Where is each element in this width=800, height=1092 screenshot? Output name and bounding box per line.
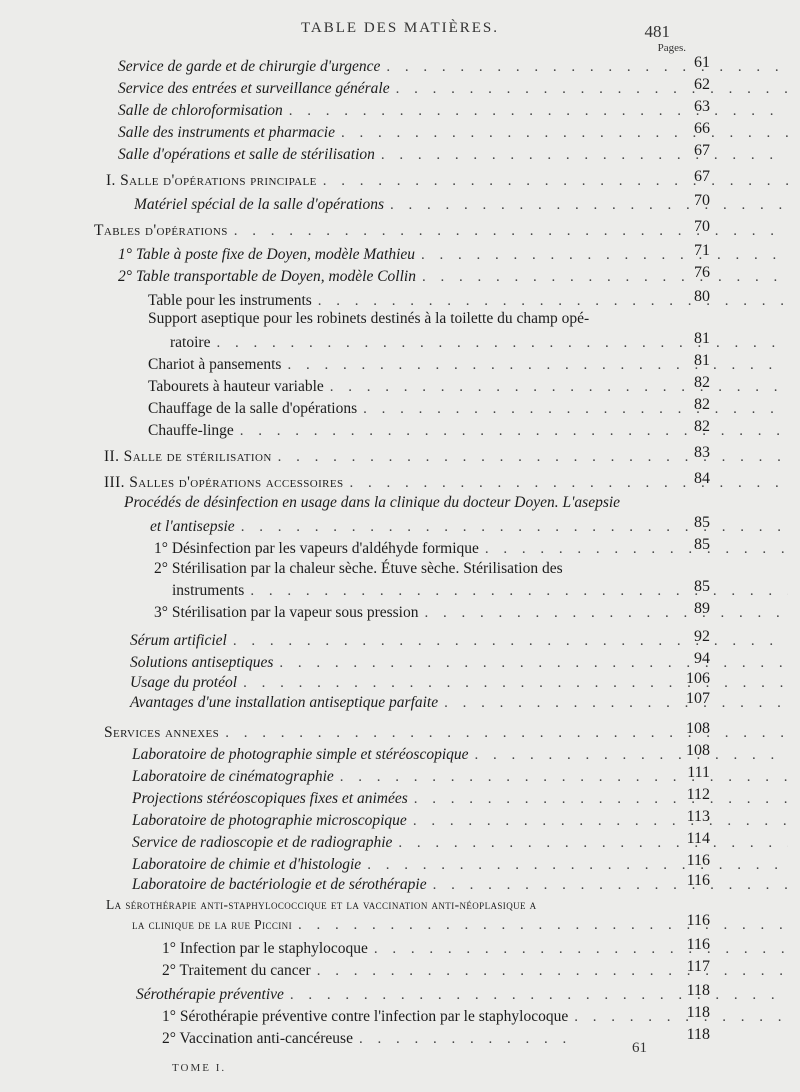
toc-entry xyxy=(0,242,800,264)
toc-entry-page: 112 xyxy=(686,786,710,803)
toc-section-heading: La sérothérapie anti-staphylococcique et la vaccination anti-néoplasique a xyxy=(106,897,537,912)
toc-entry xyxy=(0,1026,800,1048)
toc-entry-page: 85 xyxy=(694,578,710,595)
toc-entry-page: 111 xyxy=(687,764,710,781)
toc-entry-page: 63 xyxy=(694,98,710,115)
toc-entry xyxy=(0,352,800,374)
toc-entry xyxy=(0,650,800,672)
toc-entry xyxy=(0,1004,800,1026)
toc-entry-page: 85 xyxy=(694,514,710,531)
toc-entry-page: 117 xyxy=(686,958,710,975)
toc-entry-title: Solutions antiseptiques xyxy=(130,654,274,671)
toc-entry xyxy=(0,330,800,352)
toc-entry-page: 89 xyxy=(694,600,710,617)
toc-entry xyxy=(0,578,800,600)
toc-entry-title: Laboratoire de chimie et d'histologie xyxy=(132,856,362,873)
volume-label: TOME I. xyxy=(172,1062,227,1074)
toc-entry-page: 107 xyxy=(686,690,710,707)
toc-entry-title: instruments xyxy=(172,582,245,599)
toc-entry-page: 71 xyxy=(694,242,710,259)
toc-section-heading xyxy=(0,720,800,742)
toc-entry-title: III. Salles d'opérations accessoires xyxy=(104,474,344,491)
toc-section-heading xyxy=(0,444,800,466)
toc-entry-title: Salle d'opérations et salle de stérilisation xyxy=(118,146,375,163)
toc-entry xyxy=(0,98,800,120)
toc-entry-page: 116 xyxy=(686,872,710,889)
toc-entry-title: Support aseptique pour les robinets destinés à la toilette du champ opé- xyxy=(148,310,590,327)
toc-entry-title: Procédés de désinfection en usage dans la clinique du docteur Doyen. L'asepsie xyxy=(124,494,621,511)
toc-entry-title: 1° Sérothérapie préventive contre l'infection par le staphylocoque xyxy=(162,1008,569,1025)
toc-entry-title: et l'antisepsie xyxy=(150,518,235,535)
toc-entry xyxy=(0,808,800,830)
toc-entry-title: Service de radioscopie et de radiographie xyxy=(132,834,393,851)
toc-entry-page: 92 xyxy=(694,628,710,645)
toc-entry-page: 80 xyxy=(694,288,710,305)
toc-entry-page: 116 xyxy=(686,852,710,869)
toc-entry xyxy=(0,830,800,852)
toc-entry-page: 61 xyxy=(694,54,710,71)
toc-entry-title: Service des entrées et surveillance générale xyxy=(118,80,390,97)
toc-entry-title: Laboratoire de photographie simple et stéréoscopique xyxy=(132,746,469,763)
toc-entry-title: Projections stéréoscopiques fixes et animées xyxy=(132,790,408,807)
toc-entry xyxy=(0,600,800,622)
toc-entry-title: Avantages d'une installation antiseptique parfaite xyxy=(130,694,439,711)
toc-entry-page: 118 xyxy=(686,982,710,999)
toc-entry xyxy=(0,872,800,894)
toc-section-heading xyxy=(0,470,800,492)
toc-entry-title: Usage du protéol xyxy=(130,674,238,691)
toc-entry-title: 2° Traitement du cancer xyxy=(162,962,311,979)
toc-entry-page: 62 xyxy=(694,76,710,93)
toc-entry xyxy=(0,76,800,98)
toc-section-heading xyxy=(0,218,800,240)
toc-entry-title: Laboratoire de cinématographie xyxy=(132,768,334,785)
toc-entry-page: 118 xyxy=(686,1004,710,1021)
toc-entry-title: 2° Table transportable de Doyen, modèle Collin xyxy=(118,268,416,285)
toc-entry-title: Salle de chloroformisation xyxy=(118,102,283,119)
toc-entry xyxy=(0,142,800,164)
toc-entry-page: 83 xyxy=(694,444,710,461)
toc-entry-title: Chauffage de la salle d'opérations xyxy=(148,400,358,417)
toc-entry-title: Laboratoire de bactériologie et de sérothérapie xyxy=(132,876,427,893)
toc-entry xyxy=(0,264,800,286)
toc-entry-title: Sérum artificiel xyxy=(130,632,227,649)
toc-entry xyxy=(0,536,800,558)
toc-entry-page: 70 xyxy=(694,218,710,235)
toc-entry-page: 81 xyxy=(694,330,710,347)
toc-entry-title: Chauffe-linge xyxy=(148,422,234,439)
toc-entry xyxy=(0,514,800,536)
toc-entry-title: 1° Désinfection par les vapeurs d'aldéhyde formique xyxy=(154,540,479,557)
toc-entry-title: Chariot à pansements xyxy=(148,356,282,373)
toc-section-heading xyxy=(0,168,800,190)
toc-entry xyxy=(0,958,800,980)
toc-entry xyxy=(0,120,800,142)
toc-entry-page: 118 xyxy=(686,1026,710,1043)
toc-entry-page: 116 xyxy=(686,912,710,929)
toc-entry-title: 2° Stérilisation par la chaleur sèche. Étuve sèche. Stérilisation des xyxy=(154,560,563,577)
toc-entry xyxy=(0,852,800,874)
toc-entry-title: I. Salle d'opérations principale xyxy=(106,172,317,189)
toc-entry-page: 82 xyxy=(694,418,710,435)
toc-entry-title: Sérothérapie préventive xyxy=(136,986,284,1003)
toc-entry-title: 2° Vaccination anti-cancéreuse xyxy=(162,1030,353,1047)
toc-entry xyxy=(0,396,800,418)
toc-entry-title: la clinique de la rue Piccini xyxy=(132,917,292,932)
toc-entry xyxy=(0,374,800,396)
toc-entry-page: 82 xyxy=(694,396,710,413)
toc-entry xyxy=(0,982,800,1004)
toc-entry-page: 82 xyxy=(694,374,710,391)
toc-entry-page: 85 xyxy=(694,536,710,553)
toc-entry-page: 94 xyxy=(694,650,710,667)
toc-entry-page: 66 xyxy=(694,120,710,137)
toc-entry-title: 3° Stérilisation par la vapeur sous pression xyxy=(154,604,419,621)
toc-entry xyxy=(0,690,800,712)
toc-entry-page: 67 xyxy=(694,168,710,185)
page-number: 481 xyxy=(644,22,670,41)
toc-entry-title: Table pour les instruments xyxy=(148,292,312,309)
toc-entry-title: Services annexes xyxy=(104,724,220,741)
toc-entry-page: 106 xyxy=(686,670,710,687)
toc-entry xyxy=(0,628,800,650)
toc-entry xyxy=(0,288,800,310)
toc-entry-title: Laboratoire de photographie microscopique xyxy=(132,812,407,829)
toc-entry-page: 84 xyxy=(694,470,710,487)
toc-entry-title: 1° Table à poste fixe de Doyen, modèle Mathieu xyxy=(118,246,416,263)
toc-entry-title: Service de garde et de chirurgie d'urgence xyxy=(118,58,381,75)
toc-entry-page: 108 xyxy=(686,720,710,737)
toc-entry xyxy=(0,786,800,808)
toc-entry xyxy=(0,936,800,958)
toc-entry-page: 114 xyxy=(686,830,710,847)
toc-entry-page: 76 xyxy=(694,264,710,281)
toc-entry-title: Tabourets à hauteur variable xyxy=(148,378,324,395)
toc-entry xyxy=(0,192,800,214)
toc-entry-page: 108 xyxy=(686,742,710,759)
toc-entry-page: 81 xyxy=(694,352,710,369)
toc-section-heading xyxy=(0,912,800,934)
toc-entry xyxy=(0,54,800,76)
running-header-title: TABLE DES MATIÈRES. xyxy=(300,20,500,36)
toc-entry-page: 67 xyxy=(694,142,710,159)
toc-entry xyxy=(0,764,800,786)
toc-entry-title: 1° Infection par le staphylocoque xyxy=(162,940,368,957)
toc-entry xyxy=(0,418,800,440)
toc-entry-title: II. Salle de stérilisation xyxy=(104,448,272,465)
toc-entry-page: 116 xyxy=(686,936,710,953)
toc-entry-title: Salle des instruments et pharmacie xyxy=(118,124,335,141)
toc-entry-title: Tables d'opérations xyxy=(94,222,228,239)
pages-column-label: Pages. xyxy=(657,42,686,54)
signature-mark: 61 xyxy=(632,1040,647,1056)
toc-entry-page: 70 xyxy=(694,192,710,209)
toc-entry-page: 113 xyxy=(686,808,710,825)
toc-entry xyxy=(0,742,800,764)
toc-entry-title: ratoire xyxy=(170,334,211,351)
toc-entry xyxy=(0,670,800,692)
toc-entry-title: Matériel spécial de la salle d'opérations xyxy=(134,196,384,213)
